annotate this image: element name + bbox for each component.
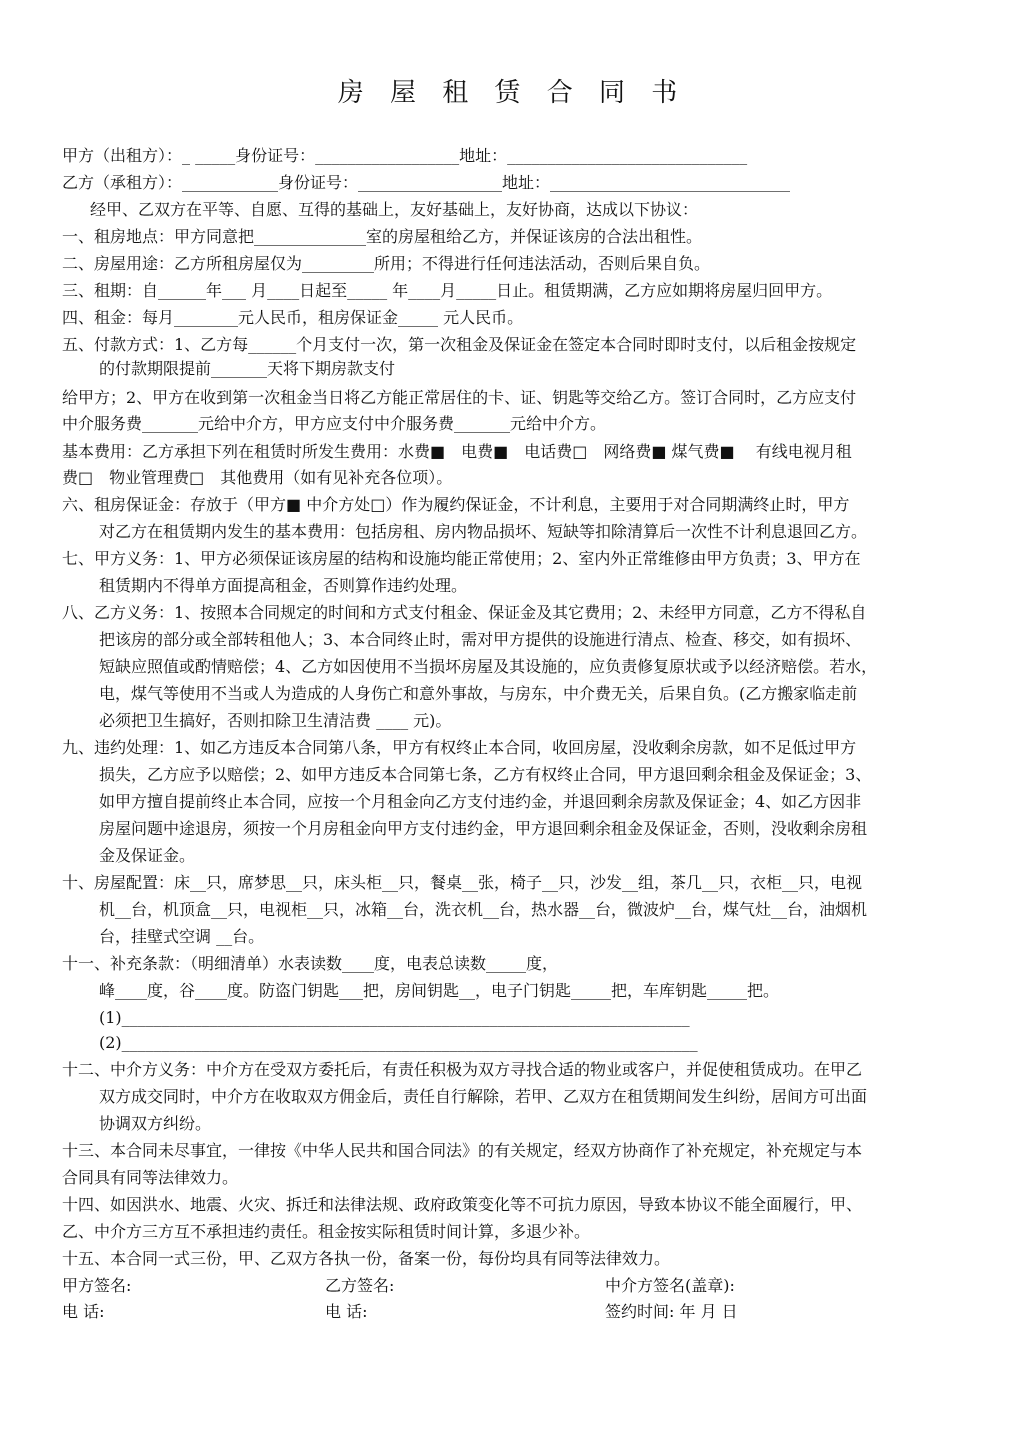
clause-9-breach-cont-2: 如甲方擅自提前终止本合同，应按一个月租金向乙方支付违约金，并退回剩余房款及保证金；4、如乙方因非 (99, 792, 862, 811)
clause-8-tenant-duty-cont-1: 把该房的部分或全部转租他人；3、本合同终止时，需对甲方提供的设施进行清点、检查、移交，如有损坏、 (99, 630, 862, 649)
preamble: 经甲、乙双方在平等、自愿、互得的基础上，友好基础上，友好协商，达成以下协议： (90, 200, 699, 219)
clause-13-unresolved-cont: 合同具有同等法律效力。 (62, 1168, 239, 1187)
clause-5-payment-2: 给甲方；2、甲方在收到第一次租金当日将乙方能正常居住的卡、证、钥匙等交给乙方。签订合同时，乙方应支付 (62, 388, 857, 407)
clause-14-force-majeure: 十四、如因洪水、地震、火灾、拆迁和法律法规、政府政策变化等不可抗力原因，导致本协议不能全面履行，甲、 (62, 1195, 863, 1214)
party-b-info: 乙方（承租方）：____________身份证号：__________________地址：______________________________ (62, 173, 791, 192)
clause-8-tenant-duty-cont-4: 必须把卫生搞好，否则扣除卫生清洁费 ____ 元)。 (99, 711, 452, 730)
clause-9-breach: 九、违约处理：1、如乙方违反本合同第八条，甲方有权终止本合同，收回房屋，没收剩余房款，如不足低过甲方 (62, 738, 857, 757)
sign-date-label: 签约时间: 年 月 日 (605, 1302, 738, 1321)
clause-9-breach-cont-4: 金及保证金。 (99, 846, 196, 865)
clause-1-location: 一、租房地点：甲方同意把______________室的房屋租给乙方，并保证该房的合法出租性。 (62, 227, 703, 246)
clause-8-tenant-duty: 八、乙方义务：1、按照本合同规定的时间和方式支付租金、保证金及其它费用；2、未经甲方同意，乙方不得私自 (62, 603, 867, 622)
clause-7-landlord-duty-cont: 租赁期内不得单方面提高租金，否则算作违约处理。 (99, 576, 468, 595)
clause-4-rent: 四、租金：每月________元人民币，租房保证金_____ 元人民币。 (62, 308, 524, 327)
clause-5-payment-3: 中介服务费_______元给中介方，甲方应支付中介服务费_______元给中介方。 (62, 414, 607, 433)
document-title: 房 屋 租 赁 合 同 书 (337, 78, 687, 108)
clause-5-payment: 五、付款方式：1、乙方每______个月支付一次，第一次租金及保证金在签定本合同时即时支付，以后租金按规定 (62, 335, 857, 354)
clause-12-agent-duty: 十二、中介方义务：中介方在受双方委托后，有责任积极为双方寻找合适的物业或客户，并促使租赁成功。在甲乙 (62, 1060, 863, 1079)
clause-12-agent-duty-cont-1: 双方成交同时，中介方在收取双方佣金后，责任自行解除，若甲、乙双方在租赁期间发生纠纷，居间方可出面 (99, 1087, 868, 1106)
basic-fees-cont: 费□ 物业管理费□ 其他费用（如有见补充各位项）。 (62, 468, 453, 487)
clause-11-supplement: 十一、补充条款：（明细清单）水表读数____度，电表总读数_____度， (62, 954, 559, 973)
clause-7-landlord-duty: 七、甲方义务：1、甲方必须保证该房屋的结构和设施均能正常使用；2、室内外正常维修由甲方负责；3、甲方在 (62, 549, 861, 568)
clause-15-copies: 十五、本合同一式三份，甲、乙双方各执一份，备案一份，每份均具有同等法律效力。 (62, 1249, 671, 1268)
clause-10-furnishing-cont-1: 机__台，机顶盒__只，电视柜__只，冰箱__台，洗衣机__台，热水器__台，微波炉__台，煤气灶__台，油烟机 (99, 900, 868, 919)
clause-13-unresolved: 十三、本合同未尽事宜，一律按《中华人民共和国合同法》的有关规定，经双方协商作了补充规定，补充规定与本 (62, 1141, 863, 1160)
supplement-item-1: (1)_______________________________________________________________________ (99, 1008, 690, 1027)
clause-5-payment-cont: 的付款期限提前_______天将下期房款支付 (99, 359, 396, 378)
agent-signature-label: 中介方签名(盖章): (605, 1276, 735, 1295)
party-b-phone-label: 电 话: (325, 1302, 368, 1321)
clause-10-furnishing: 十、房屋配置：床__只，席梦思__只，床头柜__只，餐桌__张，椅子__只，沙发__组，茶几__只，衣柜__只，电视 (62, 873, 863, 892)
party-a-info: 甲方（出租方）：_ _____身份证号：__________________地址：______________________________ (62, 146, 748, 165)
clause-9-breach-cont-3: 房屋问题中途退房，须按一个月房租金向甲方支付违约金，甲方退回剩余租金及保证金，否则，没收剩余房租 (99, 819, 868, 838)
clause-3-term: 三、租期：自______年___ 月____日起至_____ 年____月_____日止。租赁期满，乙方应如期将房屋归回甲方。 (62, 281, 833, 300)
clause-6-deposit: 六、租房保证金：存放于（甲方■ 中介方处□）作为履约保证金，不计利息，主要用于对合同期满终止时，甲方 (62, 495, 850, 514)
basic-fees: 基本费用：乙方承担下列在租赁时所发生费用：水费■ 电费■ 电话费□ 网络费■ 煤气费■ 有线电视月租 (62, 442, 852, 461)
clause-12-agent-duty-cont-2: 协调双方纠纷。 (99, 1114, 212, 1133)
clause-10-furnishing-cont-2: 台，挂壁式空调 __台。 (99, 927, 265, 946)
clause-11-supplement-cont: 峰____度，谷____度。防盗门钥匙___把，房间钥匙__，电子门钥匙_____把，车库钥匙_____把。 (99, 981, 780, 1000)
clause-9-breach-cont-1: 损失，乙方应予以赔偿；2、如甲方违反本合同第七条，乙方有权终止合同，甲方退回剩余租金及保证金；3、 (99, 765, 872, 784)
clause-8-tenant-duty-cont-3: 电，煤气等使用不当或人为造成的人身伤亡和意外事故，与房东，中介费无关，后果自负。(乙方搬家临走前 (99, 684, 858, 703)
clause-6-deposit-cont: 对乙方在租赁期内发生的基本费用：包括房租、房内物品损坏、短缺等扣除清算后一次性不计利息退回乙方。 (99, 522, 868, 541)
party-b-signature-label: 乙方签名: (325, 1276, 395, 1295)
party-a-phone-label: 电 话: (62, 1302, 105, 1321)
supplement-item-2: (2)________________________________________________________________________ (99, 1033, 698, 1052)
clause-8-tenant-duty-cont-2: 短缺应照值或酌情赔偿；4、乙方如因使用不当损坏房屋及其设施的，应负责修复原状或予以经济赔偿。若水， (99, 657, 878, 676)
party-a-signature-label: 甲方签名: (62, 1276, 132, 1295)
clause-14-force-majeure-cont: 乙、中介方三方互不承担违约责任。租金按实际租赁时间计算，多退少补。 (62, 1222, 591, 1241)
clause-2-usage: 二、房屋用途：乙方所租房屋仅为_________所用；不得进行任何违法活动，否则后果自负。 (62, 254, 711, 273)
